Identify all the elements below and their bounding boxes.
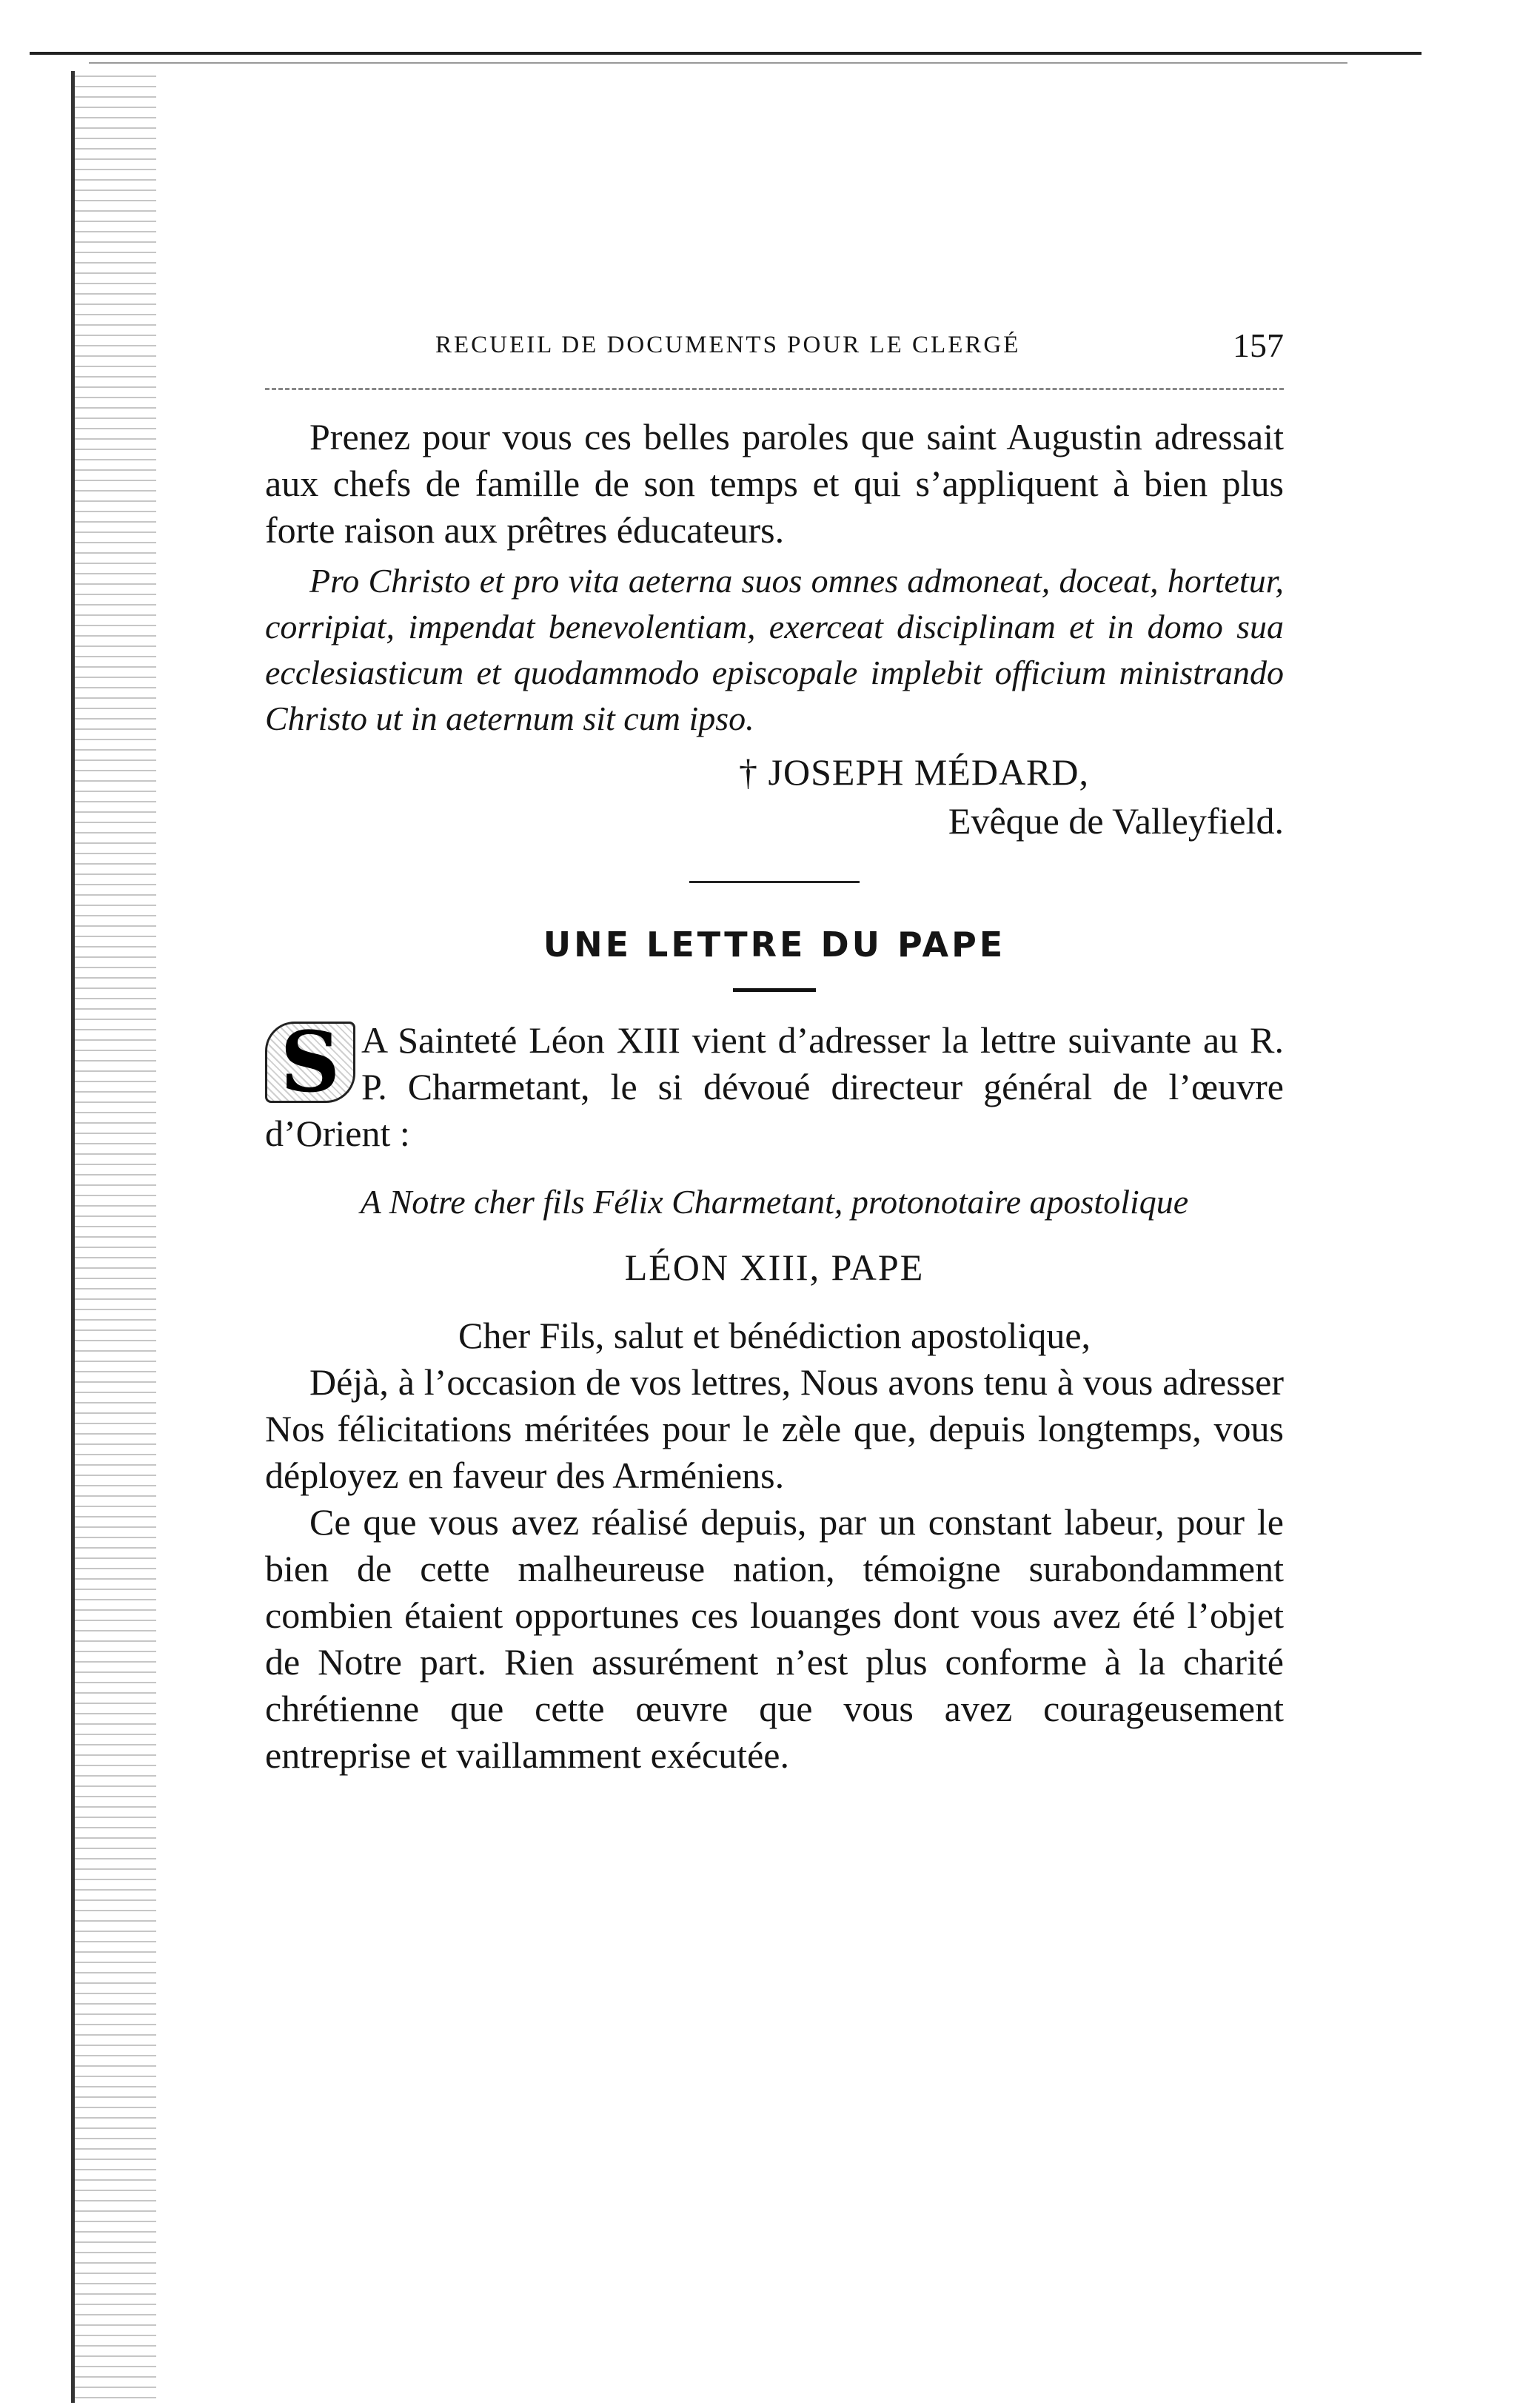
running-head [265, 326, 1284, 378]
header-rule [265, 386, 1284, 390]
running-head-title: RECUEIL DE DOCUMENTS POUR LE CLERGÉ [435, 332, 1021, 358]
letter-sender: LÉON XIII, PAPE [624, 1247, 925, 1288]
dropcap-letter: S [280, 1014, 341, 1111]
salutation: Cher Fils, salut et bénédiction apostolique, [458, 1315, 1091, 1356]
letter-paragraph-2: Ce que vous avez réalisé depuis, par un constant labeur, pour le bien de cette malheureuse nation, témoigne surabondamment combien étaient opportunes ces louanges dont vous avez été l’objet de Notre part. Rien assurément n’est plus conforme à la charité chrétienne que cette œuvre que vous avez courageusement entreprise et vaillamment exécutée. [265, 1501, 1284, 1776]
page-number: 157 [1233, 326, 1284, 364]
title-underline [733, 988, 816, 992]
section-separator [689, 881, 860, 883]
signature-title: Evêque de Valleyfield. [948, 800, 1284, 842]
dropcap-ornament [265, 1014, 355, 1111]
intro-paragraph: A Sainteté Léon XIII vient d’adresser la lettre suivante au R. P. Charmetant, le si dévoué directeur général de l’œuvre d’Orient : [265, 1019, 1284, 1154]
top-border-rule-secondary [89, 62, 1347, 64]
paragraph-augustin: Prenez pour vous ces belles paroles que saint Augustin adressait aux chefs de famille de son temps et qui s’appliquent à bien plus forte raison aux prêtres éducateurs. [265, 416, 1284, 551]
binding-gutter [71, 71, 156, 2403]
page-content [265, 326, 1284, 1779]
section-title: UNE LETTRE DU PAPE [543, 925, 1006, 965]
signature-block [265, 748, 1284, 845]
latin-quotation: Pro Christo et pro vita aeterna suos omnes admoneat, doceat, hortetur, corripiat, impendat benevolentiam, exerceat disciplinam et in domo sua ecclesiasticum et quodammodo episcopale implebit officium ministrando Christo ut in aeternum sit cum ipso. [265, 562, 1284, 737]
intro-paragraph-block [265, 1014, 1284, 1157]
signature-name: † JOSEPH MÉDARD, [739, 751, 1090, 793]
letter-paragraph-1: Déjà, à l’occasion de vos lettres, Nous avons tenu à vous adresser Nos félicitations méritées pour le zèle que, depuis longtemps, vous déployez en faveur des Arméniens. [265, 1361, 1284, 1496]
top-border-rule [30, 52, 1422, 55]
letter-address: A Notre cher fils Félix Charmetant, protonotaire apostolique [360, 1183, 1189, 1221]
